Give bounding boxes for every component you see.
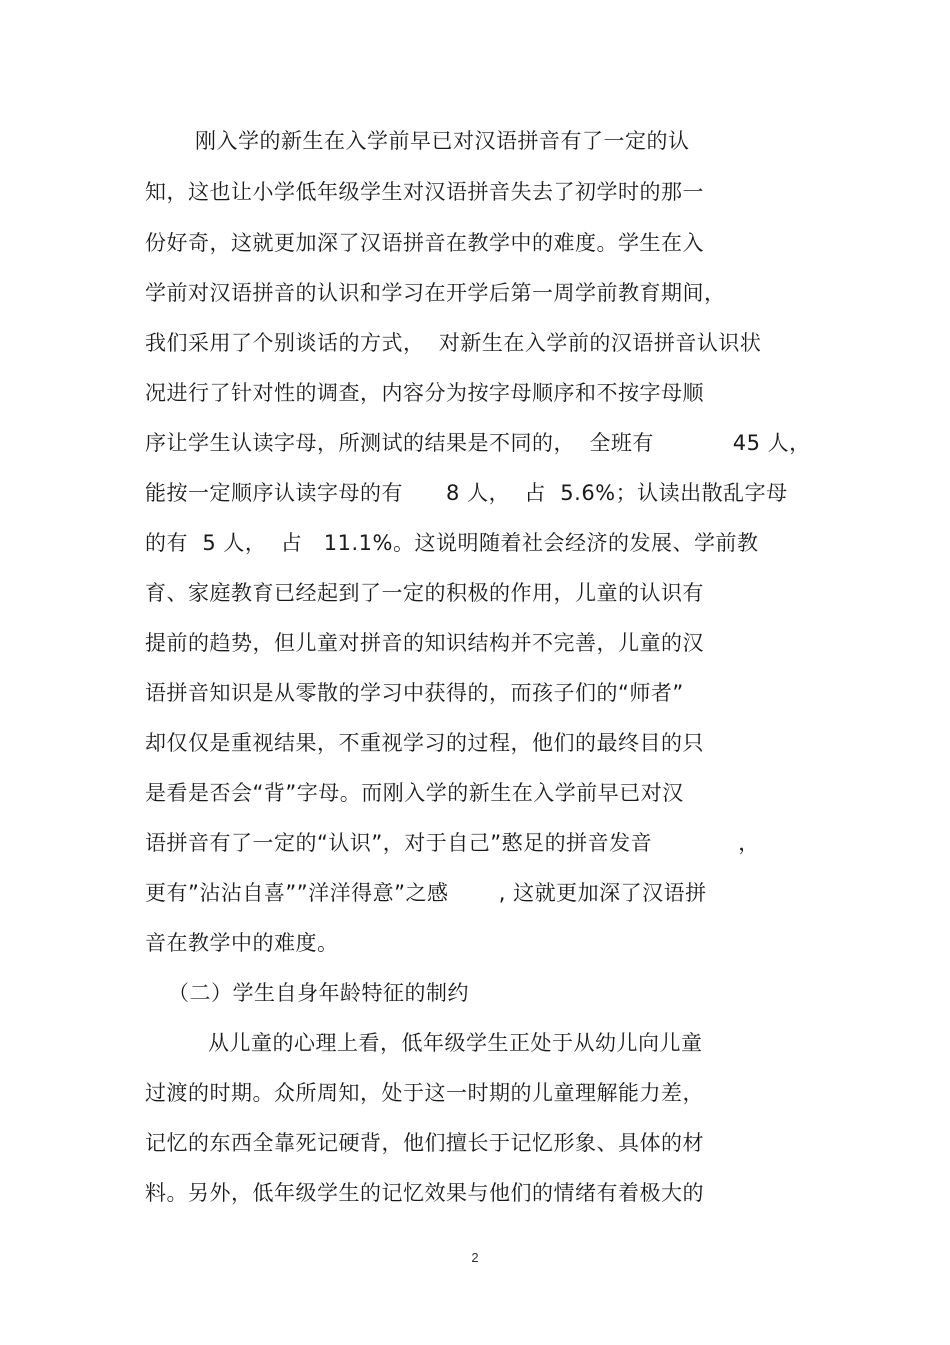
text-line-3: 份好奇，这就更加深了汉语拼音在教学中的难度。学生在入 [145, 231, 704, 255]
text-line-16: 更有”沾沾自喜””洋洋得意”之感 , 这就更加深了汉语拼 [145, 881, 707, 905]
text-line-9: 的有 5 人， 占 11.1%。这说明随着社会经济的发展、学前教 [145, 531, 759, 555]
text-line-2: 知，这也让小学低年级学生对汉语拼音失去了初学时的那一 [145, 180, 704, 204]
text-line-20: 过渡的时期。众所周知，处于这一时期的儿童理解能力差， [145, 1081, 704, 1105]
text-line-4: 学前对汉语拼音的认识和学习在开学后第一周学前教育期间， [145, 281, 726, 305]
text-line-15: 语拼音有了一定的“认识”，对于自己”憨足的拼音发音 ， [145, 831, 760, 855]
text-line-12: 语拼音知识是从零散的学习中获得的，而孩子们的“师者” [145, 681, 684, 705]
text-line-14: 是看是否会“背”字母。而刚入学的新生在入学前早已对汉 [145, 781, 684, 805]
text-line-21: 记忆的东西全靠死记硬背，他们擅长于记忆形象、具体的材 [145, 1131, 704, 1155]
text-line-13: 却仅仅是重视结果，不重视学习的过程，他们的最终目的只 [145, 731, 704, 755]
text-line-10: 育、家庭教育已经起到了一定的积极的作用，儿童的认识有 [145, 581, 704, 605]
text-line-1: 刚入学的新生在入学前早已对汉语拼音有了一定的认 [195, 129, 690, 153]
text-line-6: 况进行了针对性的调查，内容分为按字母顺序和不按字母顺 [145, 381, 704, 405]
text-line-11: 提前的趋势，但儿童对拼音的知识结构并不完善，儿童的汉 [145, 631, 704, 655]
page-number: 2 [471, 1250, 479, 1265]
section-heading: （二）学生自身年龄特征的制约 [168, 981, 469, 1005]
text-line-22: 料。另外，低年级学生的记忆效果与他们的情绪有着极大的 [145, 1181, 704, 1205]
text-line-7: 序让学生认读字母，所测试的结果是不同的， 全班有 45 人， [145, 431, 811, 455]
text-line-8: 能按一定顺序认读字母的有 8 人， 占 5.6%；认读出散乱字母 [145, 481, 788, 505]
text-line-17: 音在教学中的难度。 [145, 931, 339, 955]
text-line-5: 我们采用了个别谈话的方式， 对新生在入学前的汉语拼音认识状 [145, 331, 762, 355]
text-line-19: 从儿童的心理上看，低年级学生正处于从幼儿向儿童 [208, 1031, 703, 1055]
